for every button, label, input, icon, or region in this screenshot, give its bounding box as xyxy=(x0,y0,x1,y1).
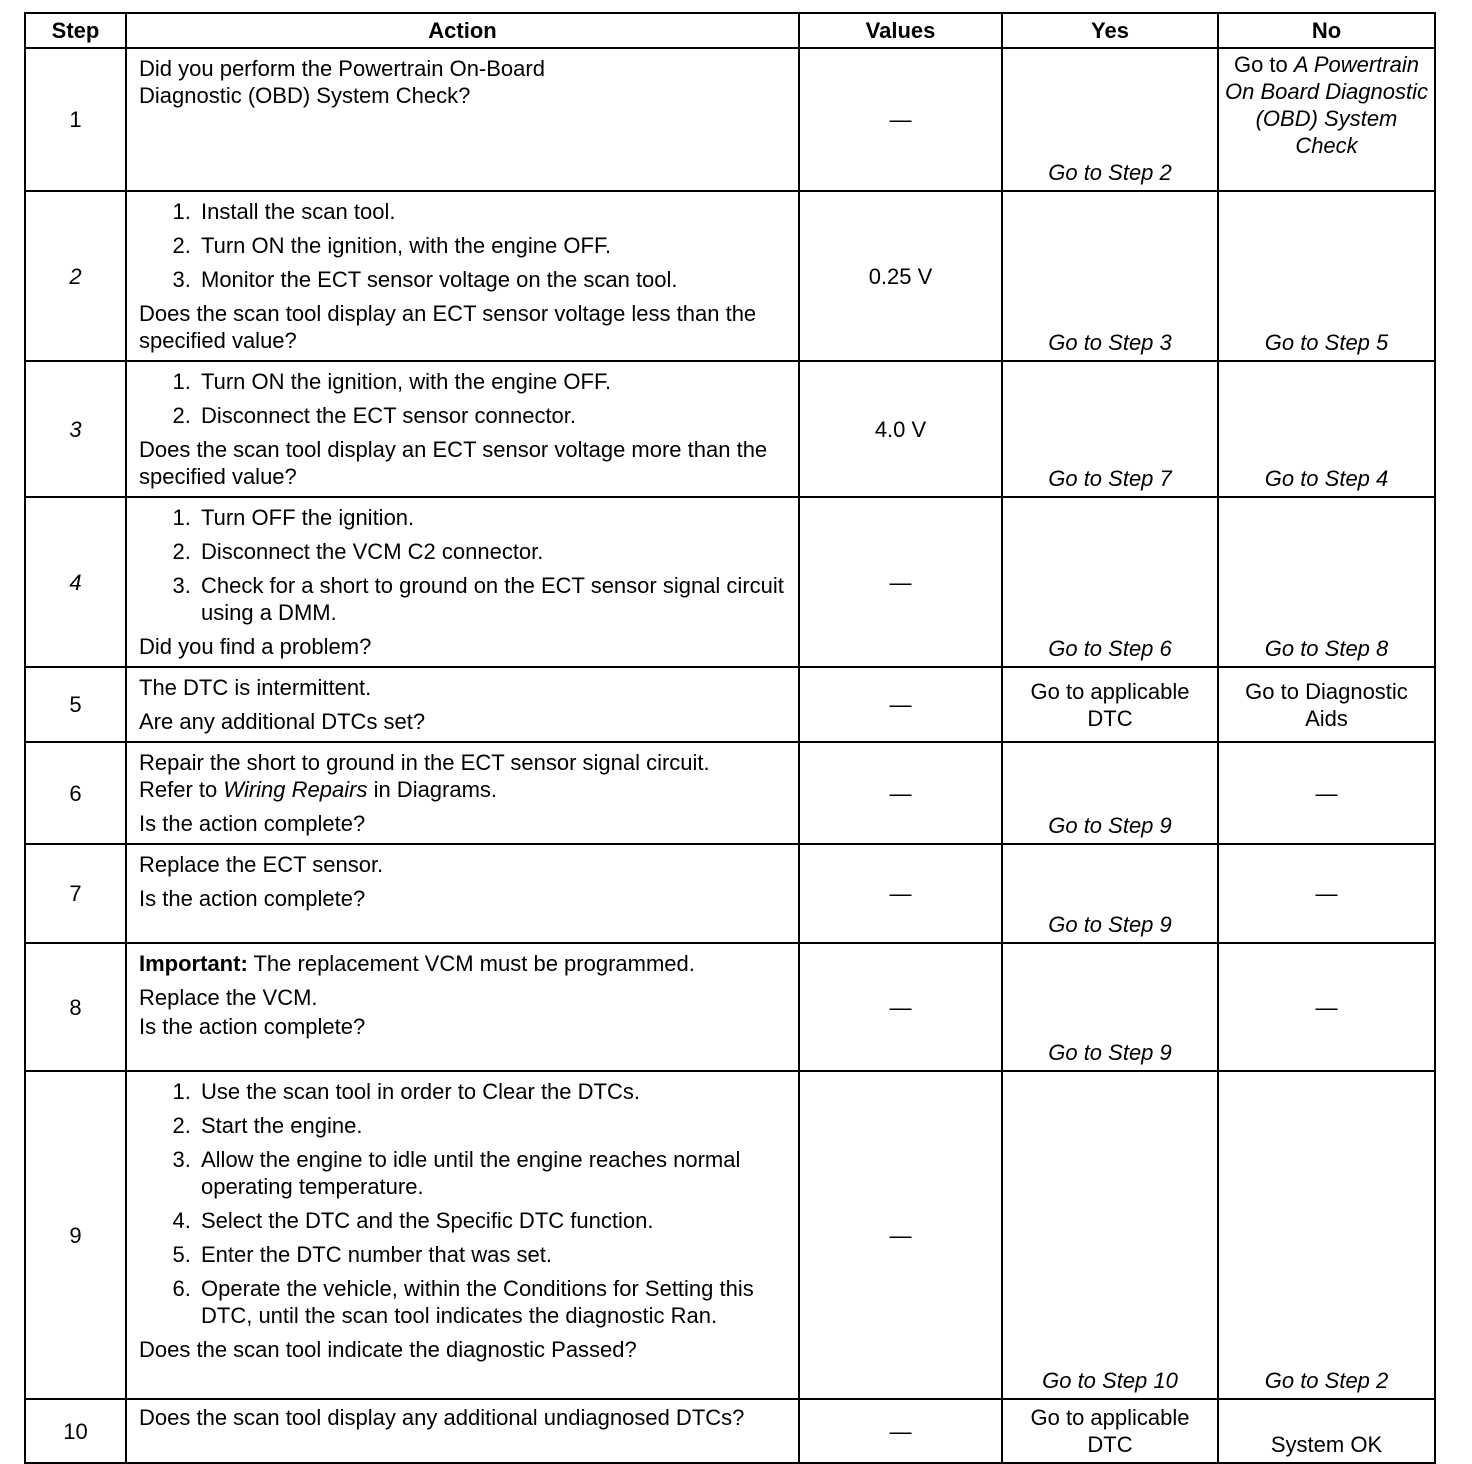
step-number: 8 xyxy=(25,943,126,1071)
table-row xyxy=(25,48,1435,191)
no-value: — xyxy=(1315,994,1338,1020)
header-values: Values xyxy=(799,13,1002,48)
action-text: Replace the ECT sensor. xyxy=(139,852,384,877)
procedure-step: 1. Use the scan tool in order to Clear the DTCs. xyxy=(197,1078,790,1105)
table-row xyxy=(25,1071,1435,1399)
value-text: 4.0 V xyxy=(874,416,927,442)
value-cell xyxy=(799,844,1002,943)
action-cell xyxy=(126,943,799,1071)
step-number: 1 xyxy=(25,48,126,191)
no-cell xyxy=(1218,361,1435,497)
no-cell xyxy=(1218,1399,1435,1463)
step-number: 3 xyxy=(25,361,126,497)
refer-suffix: in Diagrams. xyxy=(367,777,498,802)
important-text: The replacement VCM must be programmed. xyxy=(247,951,695,976)
procedure-step: 2. Disconnect the VCM C2 connector. xyxy=(197,538,790,565)
value-text: — xyxy=(889,1418,912,1444)
value-text: — xyxy=(889,780,912,806)
yes-link[interactable]: Go to Step 9 xyxy=(1048,813,1172,838)
yes-cell xyxy=(1002,361,1218,497)
no-link[interactable]: Go to Diagnostic Aids xyxy=(1245,678,1408,731)
procedure-step: 4. Select the DTC and the Specific DTC function. xyxy=(197,1207,790,1234)
action-cell xyxy=(126,48,799,191)
yes-link[interactable]: Go to Step 7 xyxy=(1048,466,1172,491)
procedure-step: 6. Operate the vehicle, within the Conditions for Setting this DTC, until the scan tool indicates the diagnostic Ran. xyxy=(197,1275,790,1329)
no-cell xyxy=(1218,48,1435,191)
yes-link[interactable]: Go to applicable DTC xyxy=(1030,1405,1190,1457)
table-row xyxy=(25,497,1435,667)
step-number: 7 xyxy=(25,844,126,943)
no-link[interactable]: Go to Step 4 xyxy=(1264,466,1389,491)
header-no: No xyxy=(1218,13,1435,48)
no-cell xyxy=(1218,1071,1435,1399)
no-value: — xyxy=(1315,881,1338,906)
yes-cell xyxy=(1002,497,1218,667)
no-value: System OK xyxy=(1270,1432,1383,1457)
step-number: 5 xyxy=(25,667,126,742)
value-text: 0.25 V xyxy=(868,263,933,289)
value-cell xyxy=(799,1399,1002,1463)
important-note xyxy=(139,950,790,977)
procedure-step: 1. Turn ON the ignition, with the engine OFF. xyxy=(197,368,790,395)
refer-prefix: Refer to xyxy=(139,777,224,802)
action-cell xyxy=(126,497,799,667)
yes-link[interactable]: Go to applicable DTC xyxy=(1030,678,1190,731)
procedure-step: 3. Check for a short to ground on the ECT sensor signal circuit using a DMM. xyxy=(197,572,790,626)
value-text: — xyxy=(889,881,912,906)
no-link-prefix: Go to xyxy=(1233,52,1294,77)
action-cell xyxy=(126,742,799,844)
table-row xyxy=(25,1399,1435,1463)
procedure-step: 2. Turn ON the ignition, with the engine OFF. xyxy=(197,232,790,259)
question-text: Does the scan tool display an ECT sensor voltage more than the specified value? xyxy=(139,437,768,489)
question-text: Did you find a problem? xyxy=(139,634,372,659)
action-text: Diagnostic (OBD) System Check? xyxy=(139,83,471,108)
yes-link[interactable]: Go to Step 6 xyxy=(1048,636,1172,661)
procedure-step: 1. Turn OFF the ignition. xyxy=(197,504,790,531)
important-label: Important: xyxy=(139,951,248,976)
no-link[interactable]: Go to Step 2 xyxy=(1264,1368,1389,1393)
procedure-list xyxy=(139,198,790,293)
question-text: Is the action complete? xyxy=(139,886,366,911)
action-cell xyxy=(126,844,799,943)
procedure-step: 2. Disconnect the ECT sensor connector. xyxy=(197,402,790,429)
no-link[interactable]: Go to Step 5 xyxy=(1264,330,1389,355)
no-cell xyxy=(1218,497,1435,667)
action-cell xyxy=(126,361,799,497)
header-action: Action xyxy=(126,13,799,48)
yes-cell xyxy=(1002,1071,1218,1399)
yes-link[interactable]: Go to Step 9 xyxy=(1048,1040,1172,1065)
no-cell xyxy=(1218,191,1435,361)
value-text: — xyxy=(889,994,912,1020)
value-cell xyxy=(799,361,1002,497)
value-text: — xyxy=(889,1222,912,1248)
procedure-list xyxy=(139,504,790,626)
value-cell xyxy=(799,191,1002,361)
step-number: 4 xyxy=(25,497,126,667)
no-link[interactable]: A Powertrain On Board Diagnostic (OBD) System Check xyxy=(1225,52,1428,158)
procedure-list xyxy=(139,1078,790,1329)
wiring-repairs-link[interactable]: Wiring Repairs xyxy=(223,777,368,802)
table-row xyxy=(25,844,1435,943)
header-yes: Yes xyxy=(1002,13,1218,48)
action-text: Did you perform the Powertrain On-Board xyxy=(139,56,545,81)
action-cell xyxy=(126,1071,799,1399)
yes-cell xyxy=(1002,844,1218,943)
value-cell xyxy=(799,667,1002,742)
value-text: — xyxy=(889,107,912,132)
value-text: — xyxy=(889,692,912,717)
yes-cell xyxy=(1002,48,1218,191)
value-text: — xyxy=(889,569,912,595)
table-row xyxy=(25,191,1435,361)
value-cell xyxy=(799,1071,1002,1399)
step-number: 10 xyxy=(25,1399,126,1463)
question-text: Does the scan tool display any additional undiagnosed DTCs? xyxy=(139,1405,745,1430)
procedure-step: 2. Start the engine. xyxy=(197,1112,790,1139)
no-cell xyxy=(1218,943,1435,1071)
action-text: Repair the short to ground in the ECT sensor signal circuit. xyxy=(139,750,710,775)
header-row xyxy=(25,13,1435,48)
procedure-step: 3. Allow the engine to idle until the engine reaches normal operating temperature. xyxy=(197,1146,790,1200)
no-cell xyxy=(1218,844,1435,943)
value-cell xyxy=(799,48,1002,191)
step-number: 2 xyxy=(25,191,126,361)
action-text: Replace the VCM. xyxy=(139,985,318,1010)
step-number: 9 xyxy=(25,1071,126,1399)
question-text: Does the scan tool display an ECT sensor voltage less than the specified value? xyxy=(139,301,757,353)
yes-link[interactable]: Go to Step 2 xyxy=(1048,160,1172,185)
question-text: Is the action complete? xyxy=(139,1014,366,1039)
table-row xyxy=(25,361,1435,497)
yes-cell xyxy=(1002,1399,1218,1463)
header-step: Step xyxy=(25,13,126,48)
refer-text xyxy=(139,776,790,803)
question-text: Are any additional DTCs set? xyxy=(139,709,426,734)
action-cell xyxy=(126,1399,799,1463)
table-row xyxy=(25,943,1435,1071)
question-text: Is the action complete? xyxy=(139,811,366,836)
yes-cell xyxy=(1002,667,1218,742)
yes-cell xyxy=(1002,742,1218,844)
yes-cell xyxy=(1002,943,1218,1071)
procedure-list xyxy=(139,368,790,429)
step-number: 6 xyxy=(25,742,126,844)
action-text: The DTC is intermittent. xyxy=(139,675,372,700)
diagnostic-table xyxy=(24,12,1436,1464)
procedure-step: 5. Enter the DTC number that was set. xyxy=(197,1241,790,1268)
yes-link[interactable]: Go to Step 3 xyxy=(1048,330,1172,355)
action-cell xyxy=(126,667,799,742)
procedure-step: 1. Install the scan tool. xyxy=(197,198,790,225)
no-cell xyxy=(1218,667,1435,742)
no-cell xyxy=(1218,742,1435,844)
action-cell xyxy=(126,191,799,361)
table-row xyxy=(25,742,1435,844)
value-cell xyxy=(799,943,1002,1071)
yes-cell xyxy=(1002,191,1218,361)
no-value: — xyxy=(1315,780,1338,806)
yes-link[interactable]: Go to Step 9 xyxy=(1048,912,1172,937)
question-text: Does the scan tool indicate the diagnostic Passed? xyxy=(139,1337,637,1362)
value-cell xyxy=(799,742,1002,844)
procedure-step: 3. Monitor the ECT sensor voltage on the scan tool. xyxy=(197,266,790,293)
yes-link[interactable]: Go to Step 10 xyxy=(1042,1368,1178,1393)
table-row xyxy=(25,667,1435,742)
value-cell xyxy=(799,497,1002,667)
no-link[interactable]: Go to Step 8 xyxy=(1264,636,1389,661)
